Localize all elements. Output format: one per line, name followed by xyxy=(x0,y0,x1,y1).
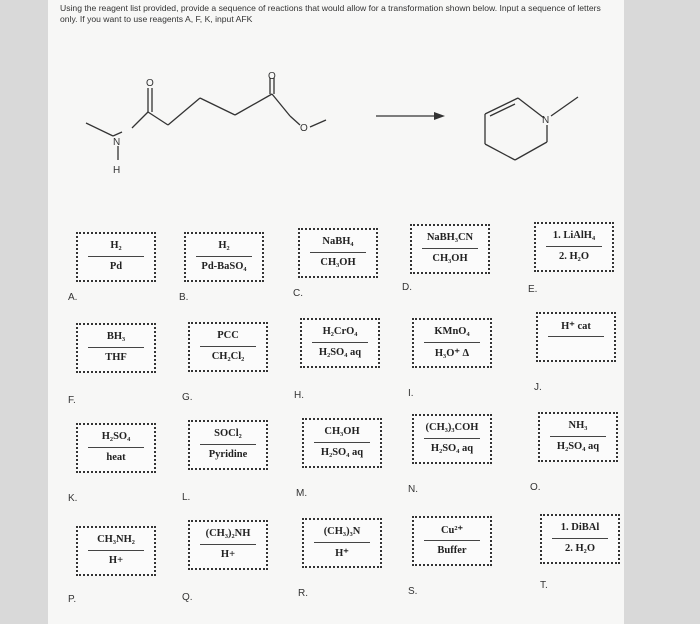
reagent-line-1: H⁺ cat xyxy=(561,321,591,332)
reagent-line-2: H⁺ xyxy=(335,548,349,559)
reagent-G[interactable] xyxy=(180,322,280,403)
divider xyxy=(196,256,252,257)
reagent-letter: L. xyxy=(182,492,191,503)
divider xyxy=(310,252,366,253)
reagent-line-2: CH₃OH xyxy=(320,257,356,268)
reagent-H[interactable] xyxy=(292,318,392,401)
reagent-letter: C. xyxy=(293,288,303,299)
reagent-line-1: Cu²⁺ xyxy=(440,525,464,536)
reagent-line-1: H₂CrO₄ xyxy=(322,326,358,337)
reagent-letter: T. xyxy=(540,580,548,591)
reagent-line-2: 2. H₂O xyxy=(565,543,595,554)
divider xyxy=(552,538,608,539)
reagent-M[interactable] xyxy=(294,418,394,499)
reagent-line-1: BH₃ xyxy=(106,331,126,342)
reagent-line-1: 1. LiAlH₄ xyxy=(552,230,596,241)
reagent-I[interactable] xyxy=(404,318,504,399)
reagent-line-1: H₂ xyxy=(110,240,122,251)
reagent-letter: J. xyxy=(534,382,542,393)
product-structure xyxy=(485,97,578,160)
reagent-box xyxy=(188,322,268,372)
reagent-line-2: Pd xyxy=(109,261,123,272)
divider xyxy=(422,248,478,249)
reagent-letter: Q. xyxy=(182,592,193,603)
reaction-arrow xyxy=(376,112,445,120)
product-atom-n: N xyxy=(542,115,550,126)
reagent-letter: O. xyxy=(530,482,541,493)
reactant-atom-h: H xyxy=(113,165,121,176)
reagent-line-1: (CH₃)₃N xyxy=(323,526,361,537)
reagent-line-2: H₂SO₄ aq xyxy=(318,347,362,358)
reagent-letter: F. xyxy=(68,395,76,406)
reagent-line-2: Pd-BaSO₄ xyxy=(201,261,247,272)
divider xyxy=(424,342,480,343)
reagent-R[interactable] xyxy=(294,518,394,599)
reagent-line-2: CH₂Cl₂ xyxy=(211,351,245,362)
reagent-line-2: 2. H₂O xyxy=(559,251,589,262)
reactant-structure xyxy=(86,78,326,160)
reagent-box xyxy=(412,318,492,368)
reagent-box xyxy=(188,420,268,470)
reactant-atom-o2: O xyxy=(268,71,276,82)
reagent-line-1: H₂ xyxy=(218,240,230,251)
reagent-line-1: (CH₃)₃COH xyxy=(425,422,479,433)
reagent-J[interactable] xyxy=(528,312,628,393)
reagent-box xyxy=(300,318,380,368)
question-text: Using the reagent list provided, provide a sequence of reactions that would allow for a transformation shown below. Input a sequence of letters only. If you want to use reagents A, F, K, input AFK xyxy=(60,3,601,24)
reagent-line-1: NaBH₃CN xyxy=(426,232,474,243)
divider xyxy=(88,550,144,551)
divider xyxy=(424,540,480,541)
reagent-box xyxy=(540,514,620,564)
reagent-Q[interactable] xyxy=(180,520,280,603)
divider xyxy=(200,346,256,347)
reagent-line-1: H₂SO₄ xyxy=(101,431,131,442)
reagent-P[interactable] xyxy=(68,526,168,605)
reagent-line-2: H₂SO₄ aq xyxy=(430,443,474,454)
reagent-letter: B. xyxy=(179,292,189,303)
reagent-line-2: Pyridine xyxy=(208,449,248,460)
reagent-line-2: H+ xyxy=(220,549,236,560)
reagent-N[interactable] xyxy=(404,414,504,495)
divider xyxy=(424,438,480,439)
reagent-box xyxy=(76,526,156,576)
reagent-line-2: Buffer xyxy=(437,545,467,556)
reagent-B[interactable] xyxy=(176,232,276,303)
reagent-line-2: H₃O⁺ Δ xyxy=(434,348,470,359)
reagent-E[interactable] xyxy=(526,222,626,295)
reagent-line-2: THF xyxy=(105,352,127,363)
reactant-atom-o1: O xyxy=(146,78,154,89)
reagent-box xyxy=(76,423,156,473)
reagent-A[interactable] xyxy=(68,232,168,303)
reagent-letter: G. xyxy=(182,392,193,403)
reagent-letter: S. xyxy=(408,586,418,597)
reagent-line-1: (CH₃)₂NH xyxy=(205,528,251,539)
divider xyxy=(88,447,144,448)
reagent-line-1: SOCl₂ xyxy=(214,428,242,439)
reagent-F[interactable] xyxy=(68,323,168,406)
reagent-box xyxy=(412,516,492,566)
divider xyxy=(550,436,606,437)
reagent-S[interactable] xyxy=(404,516,504,597)
reaction-scheme xyxy=(0,0,700,200)
reactant-atom-n: N xyxy=(113,137,121,148)
reagent-box xyxy=(76,232,156,282)
reagent-box xyxy=(302,418,382,468)
reagent-line-2: CH₃OH xyxy=(432,253,468,264)
reagent-letter: H. xyxy=(294,390,304,401)
reagent-box xyxy=(534,222,614,272)
reagent-line-1: NaBH₄ xyxy=(322,236,354,247)
reagent-line-2: H+ xyxy=(108,555,124,566)
reagent-letter: R. xyxy=(298,588,308,599)
divider xyxy=(200,544,256,545)
divider xyxy=(88,256,144,257)
reagent-box xyxy=(412,414,492,464)
reagent-letter: I. xyxy=(408,388,414,399)
reagent-box xyxy=(410,224,490,274)
reagent-box xyxy=(302,518,382,568)
reagent-L[interactable] xyxy=(180,420,280,503)
reagent-box xyxy=(76,323,156,373)
divider xyxy=(314,542,370,543)
reagent-line-1: KMnO₄ xyxy=(434,326,470,337)
reagent-T[interactable] xyxy=(532,514,632,591)
reagent-line-2: H₂SO₄ aq xyxy=(320,447,364,458)
reagent-D[interactable] xyxy=(402,224,502,293)
reagent-C[interactable] xyxy=(290,228,390,299)
reagent-letter: P. xyxy=(68,594,77,605)
reagent-box xyxy=(298,228,378,278)
reagent-box xyxy=(188,520,268,570)
reagent-K[interactable] xyxy=(68,423,168,504)
reagent-line-1: NH₃ xyxy=(568,420,588,431)
divider xyxy=(88,347,144,348)
reagent-line-2: heat xyxy=(106,452,126,463)
reagent-letter: K. xyxy=(68,493,78,504)
reagent-box xyxy=(184,232,264,282)
divider xyxy=(314,442,370,443)
divider xyxy=(546,246,602,247)
reagent-O[interactable] xyxy=(530,412,630,493)
reagent-line-1: CH₃OH xyxy=(324,426,360,437)
reagent-line-1: CH₃NH₂ xyxy=(97,534,135,545)
divider xyxy=(548,336,604,337)
reagent-box xyxy=(538,412,618,462)
reagent-letter: M. xyxy=(296,488,308,499)
reagent-letter: N. xyxy=(408,484,418,495)
reagent-letter: E. xyxy=(528,284,538,295)
reagent-line-1: PCC xyxy=(217,330,239,341)
reagent-box xyxy=(536,312,616,362)
reagent-line-1: 1. DiBAl xyxy=(560,522,600,533)
divider xyxy=(312,342,368,343)
divider xyxy=(200,444,256,445)
reagent-letter: D. xyxy=(402,282,412,293)
reagent-line-2: H₂SO₄ aq xyxy=(556,441,600,452)
reagent-letter: A. xyxy=(68,292,78,303)
reactant-atom-o3: O xyxy=(300,123,308,134)
